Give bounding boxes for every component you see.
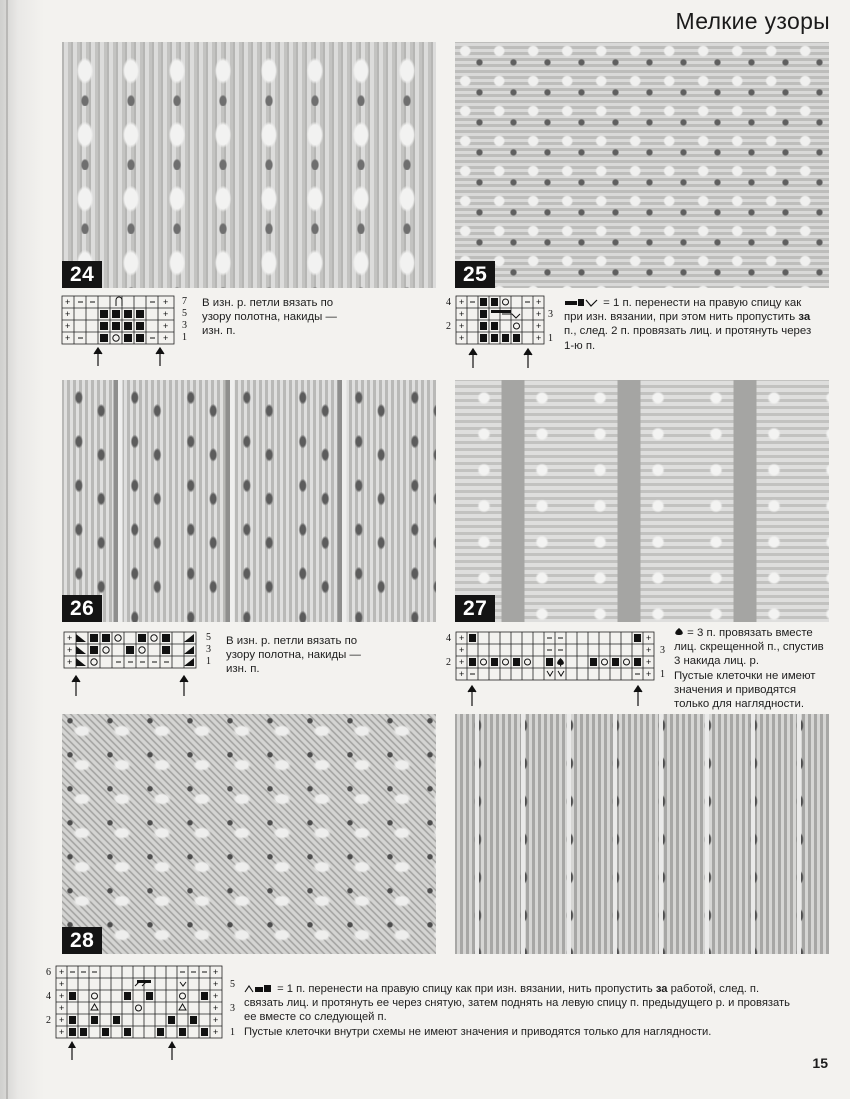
svg-text:+: + bbox=[213, 991, 219, 1001]
knitting-chart-26 bbox=[60, 630, 220, 700]
knitting-chart-27 bbox=[444, 630, 670, 710]
knitting-chart-25 bbox=[444, 294, 558, 372]
svg-text:+: + bbox=[459, 333, 465, 343]
knitting-chart-24 bbox=[58, 294, 198, 372]
svg-text:+: + bbox=[459, 297, 465, 307]
svg-text:+: + bbox=[536, 297, 542, 307]
svg-text:+: + bbox=[163, 333, 169, 343]
svg-text:+: + bbox=[67, 645, 73, 655]
svg-text:+: + bbox=[213, 1027, 219, 1037]
svg-text:+: + bbox=[163, 321, 169, 331]
row-label: 3 bbox=[230, 1003, 235, 1014]
row-label: 2 bbox=[446, 657, 451, 668]
up-arrow-icon bbox=[468, 686, 642, 706]
svg-text:+: + bbox=[59, 967, 65, 977]
svg-text:+: + bbox=[65, 297, 71, 307]
svg-text:+: + bbox=[536, 333, 542, 343]
pattern-number-badge: 25 bbox=[455, 261, 495, 288]
dropped-yarnover-icon bbox=[547, 671, 564, 676]
svg-text:+: + bbox=[459, 633, 465, 643]
up-arrow-icon bbox=[469, 349, 532, 368]
row-label: 3 bbox=[182, 320, 187, 331]
pattern-description-26: В изн. р. петли вязать по узору полотна, накиды — изн. п. bbox=[226, 635, 361, 676]
pattern-description-25: = 1 п. перенести на правую спицу как при изн. вязании, при этом нить пропустить за п., след. 2 п. провязать лиц. и протянуть через 1-ю п. bbox=[564, 297, 812, 352]
svg-text:+: + bbox=[459, 669, 465, 679]
swatch-photo-26 bbox=[62, 380, 436, 622]
up-arrow-icon bbox=[72, 1042, 172, 1047]
svg-text:+: + bbox=[646, 633, 652, 643]
slip-stitch-symbol-icon bbox=[564, 298, 600, 308]
svg-text:+: + bbox=[459, 321, 465, 331]
svg-text:+: + bbox=[646, 669, 652, 679]
knitting-chart-28 bbox=[44, 964, 240, 1048]
svg-text:+: + bbox=[67, 633, 73, 643]
swatch-photo-25 bbox=[455, 42, 829, 288]
swatch-photo-27 bbox=[455, 380, 829, 622]
svg-text:+: + bbox=[65, 333, 71, 343]
swatch-photo-28 bbox=[62, 714, 436, 954]
svg-text:+: + bbox=[67, 657, 73, 667]
row-label: 5 bbox=[206, 632, 211, 643]
svg-text:+: + bbox=[213, 967, 219, 977]
row-label: 6 bbox=[46, 967, 51, 978]
page-number: 15 bbox=[812, 1055, 828, 1071]
binding-edge bbox=[6, 0, 8, 1099]
svg-text:+: + bbox=[163, 297, 169, 307]
svg-text:+: + bbox=[59, 991, 65, 1001]
svg-text:+: + bbox=[536, 321, 542, 331]
svg-text:+: + bbox=[59, 1003, 65, 1013]
svg-text:+: + bbox=[213, 1015, 219, 1025]
row-label: 1 bbox=[182, 332, 187, 343]
svg-text:+: + bbox=[59, 979, 65, 989]
svg-text:+: + bbox=[213, 1003, 219, 1013]
row-label: 1 bbox=[206, 656, 211, 667]
row-label: 1 bbox=[230, 1027, 235, 1038]
row-label: 4 bbox=[446, 633, 451, 644]
pattern-number-badge: 27 bbox=[455, 595, 495, 622]
row-label: 5 bbox=[230, 979, 235, 990]
row-label: 3 bbox=[660, 645, 665, 656]
row-label: 2 bbox=[46, 1015, 51, 1026]
row-label: 4 bbox=[446, 297, 451, 308]
svg-text:+: + bbox=[459, 309, 465, 319]
up-arrow-icon bbox=[164, 1040, 180, 1060]
pattern-number-badge: 24 bbox=[62, 261, 102, 288]
swatch-photo-29 bbox=[455, 714, 829, 954]
bobble-icon bbox=[557, 658, 564, 667]
slip-stitch-symbol-icon bbox=[244, 984, 274, 994]
up-arrow-icon bbox=[72, 676, 188, 696]
row-label: 3 bbox=[206, 644, 211, 655]
svg-text:+: + bbox=[646, 645, 652, 655]
row-label: 7 bbox=[182, 296, 187, 307]
svg-text:+: + bbox=[59, 1027, 65, 1037]
cross-stitch-icon bbox=[180, 982, 186, 986]
pattern-description-28: = 1 п. перенести на правую спицу как при изн. вязании, нить пропустить за работой, след. п. связать лиц. и протянуть ее через снятую, затем поднять на левую спицу п. предыдущего р. и провязать ее вместе со следующей п. Пустые клеточки внутри схемы не имеют значения и приводятся только для наглядности. bbox=[244, 983, 790, 1038]
svg-text:+: + bbox=[65, 321, 71, 331]
row-label: 5 bbox=[182, 308, 187, 319]
svg-text:+: + bbox=[59, 1015, 65, 1025]
svg-text:+: + bbox=[536, 309, 542, 319]
pattern-description-27: = 3 п. провязать вместе лиц. скрещенной п., спустив 3 накида лиц. р. Пустые клеточки не имеют значения и приводятся только для наглядности. bbox=[674, 627, 824, 711]
up-arrow-icon bbox=[94, 348, 164, 366]
svg-text:+: + bbox=[459, 657, 465, 667]
pattern-number-badge: 28 bbox=[62, 927, 102, 954]
pattern-number-badge: 26 bbox=[62, 595, 102, 622]
svg-text:+: + bbox=[213, 979, 219, 989]
swatch-photo-24 bbox=[62, 42, 436, 288]
bobble-icon bbox=[674, 627, 684, 637]
svg-text:+: + bbox=[646, 657, 652, 667]
bobble-icon bbox=[116, 297, 122, 306]
up-arrow-icon bbox=[64, 1040, 80, 1060]
pattern-description-24: В изн. р. петли вязать по узору полотна, накиды — изн. п. bbox=[202, 297, 337, 338]
svg-text:+: + bbox=[163, 309, 169, 319]
row-label: 1 bbox=[660, 669, 665, 680]
svg-text:+: + bbox=[459, 645, 465, 655]
row-label: 3 bbox=[548, 309, 553, 320]
page-title: Мелкие узоры bbox=[675, 8, 830, 34]
row-label: 1 bbox=[548, 333, 553, 344]
svg-text:+: + bbox=[65, 309, 71, 319]
row-label: 2 bbox=[446, 321, 451, 332]
row-label: 4 bbox=[46, 991, 51, 1002]
